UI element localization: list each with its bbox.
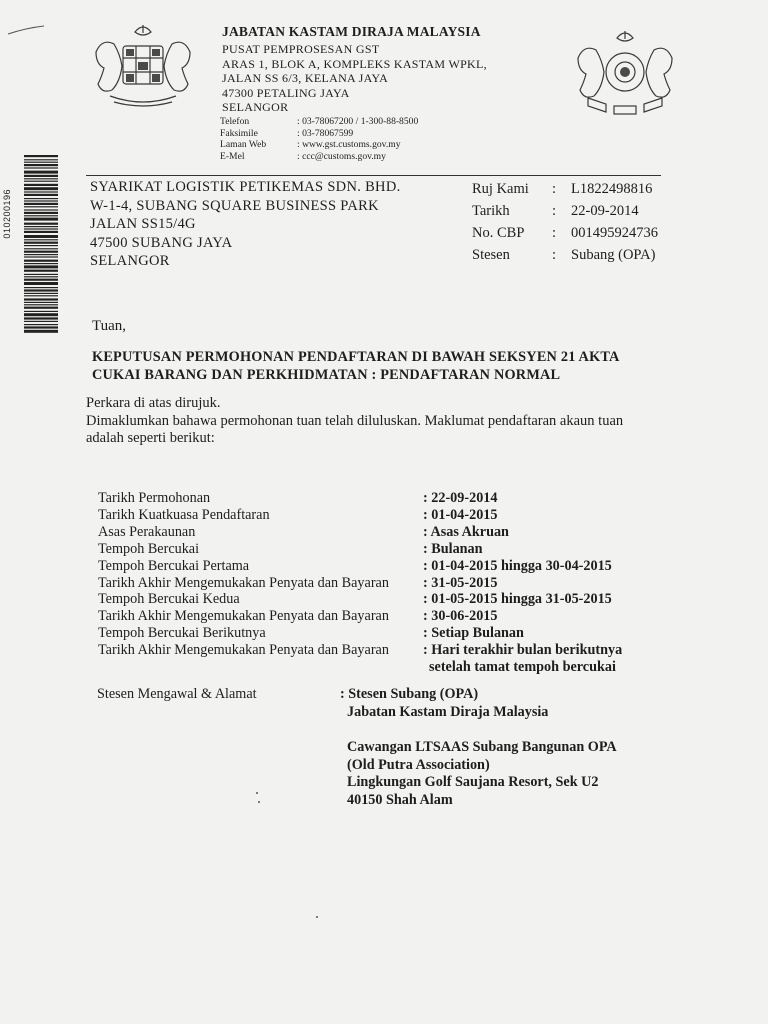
barcode-bar bbox=[24, 311, 58, 312]
detail-value: : Setiap Bulanan bbox=[423, 625, 524, 642]
salutation: Tuan, bbox=[92, 318, 127, 334]
station-address-line: (Old Putra Association) bbox=[347, 756, 490, 773]
barcode-bar bbox=[24, 295, 58, 296]
barcode-bar bbox=[24, 274, 58, 275]
divider-line bbox=[86, 175, 661, 176]
recipient-line: SYARIKAT LOGISTIK PETIKEMAS SDN. BHD. bbox=[90, 179, 401, 195]
recipient-address bbox=[90, 178, 401, 271]
reference-values bbox=[571, 178, 658, 266]
barcode-bar bbox=[24, 324, 58, 325]
detail-row bbox=[98, 591, 622, 608]
barcode-bar bbox=[24, 215, 58, 216]
barcode-bar bbox=[24, 282, 58, 285]
barcode-bar bbox=[24, 287, 58, 288]
address-line: SELANGOR bbox=[222, 100, 289, 115]
barcode-bar bbox=[24, 162, 58, 163]
barcode-bar bbox=[24, 209, 58, 210]
detail-row bbox=[98, 524, 622, 541]
subject-line: CUKAI BARANG DAN PERKHIDMATAN : PENDAFTARAN NORMAL bbox=[92, 367, 561, 383]
detail-value: : 01-04-2015 bbox=[423, 506, 498, 523]
detail-label: Asas Perakaunan bbox=[98, 523, 196, 540]
barcode-bar bbox=[24, 198, 58, 199]
detail-value: : Asas Akruan bbox=[423, 523, 509, 540]
body-line: Perkara di atas dirujuk. bbox=[86, 395, 221, 411]
detail-row bbox=[98, 558, 622, 575]
barcode-graphic bbox=[24, 155, 58, 335]
contact-label: Telefon bbox=[220, 116, 250, 127]
barcode-bar bbox=[24, 175, 58, 177]
body-line: Dimaklumkan bahawa permohonan tuan telah diluluskan. Maklumat pendaftaran akaun tuan bbox=[86, 412, 624, 429]
detail-label: Tarikh Kuatkuasa Pendaftaran bbox=[98, 506, 270, 523]
barcode-bar bbox=[24, 191, 58, 192]
barcode-bar bbox=[24, 330, 58, 333]
station-address-line: Cawangan LTSAAS Subang Bangunan OPA bbox=[347, 739, 617, 755]
barcode-bar bbox=[24, 321, 58, 322]
barcode-bar bbox=[24, 251, 58, 253]
station-label: Stesen Mengawal & Alamat bbox=[97, 686, 257, 702]
barcode-bar bbox=[24, 178, 58, 179]
detail-value: : 22-09-2014 bbox=[423, 490, 498, 506]
barcode-bar bbox=[24, 212, 58, 214]
contact-value: : 03-78067599 bbox=[297, 127, 354, 139]
contact-values bbox=[297, 116, 418, 162]
barcode-bar bbox=[24, 245, 58, 246]
scan-speck bbox=[256, 792, 258, 794]
barcode-bar bbox=[24, 265, 58, 268]
address-line: ARAS 1, BLOK A, KOMPLEKS KASTAM WPKL, bbox=[222, 56, 487, 71]
detail-row bbox=[98, 608, 622, 625]
detail-row bbox=[98, 507, 622, 524]
barcode-bar bbox=[24, 203, 58, 205]
barcode-bar bbox=[24, 326, 58, 328]
barcode-bar bbox=[24, 289, 58, 291]
detail-value-continuation: setelah tamat tempoh bercukai bbox=[429, 659, 616, 676]
station-line: Jabatan Kastam Diraja Malaysia bbox=[347, 703, 549, 720]
barcode-bar bbox=[24, 263, 58, 264]
barcode-bar bbox=[24, 184, 58, 186]
station-address-line: 40150 Shah Alam bbox=[347, 791, 453, 808]
scan-speck bbox=[258, 801, 260, 803]
detail-row bbox=[98, 625, 622, 642]
barcode-bar bbox=[24, 181, 58, 182]
reference-colons: : : : : bbox=[552, 181, 557, 263]
detail-label: Tempoh Bercukai Pertama bbox=[98, 557, 250, 574]
pen-mark bbox=[6, 24, 46, 38]
contact-label: Faksimile bbox=[220, 127, 258, 139]
detail-label: Tarikh Akhir Mengemukakan Penyata dan Bayaran bbox=[98, 574, 389, 591]
barcode-bar bbox=[24, 307, 58, 309]
barcode-bar bbox=[24, 235, 58, 238]
barcode-bar bbox=[24, 187, 58, 190]
detail-label: Tempoh Bercukai bbox=[98, 540, 200, 557]
reference-label: No. CBP bbox=[472, 225, 525, 241]
barcode-bar bbox=[24, 242, 58, 244]
barcode-bar bbox=[24, 200, 58, 201]
detail-row bbox=[98, 642, 622, 659]
barcode-bar bbox=[24, 302, 58, 303]
recipient-line: W-1-4, SUBANG SQUARE BUSINESS PARK bbox=[90, 197, 379, 214]
detail-value: : 31-05-2015 bbox=[423, 574, 498, 591]
reference-value: L1822498816 bbox=[571, 181, 653, 197]
barcode-bar bbox=[24, 270, 58, 272]
scan-speck bbox=[316, 916, 318, 918]
barcode-number: 010200196 bbox=[2, 189, 12, 239]
letter-subject bbox=[92, 348, 620, 384]
barcode-bar bbox=[24, 228, 58, 229]
agency-address bbox=[222, 42, 487, 115]
barcode-bar bbox=[24, 194, 58, 196]
barcode-bar bbox=[24, 155, 58, 157]
contact-labels bbox=[220, 116, 266, 162]
barcode-bar bbox=[24, 164, 58, 166]
letter-body bbox=[86, 395, 623, 448]
reference-labels bbox=[472, 178, 529, 266]
recipient-line: SELANGOR bbox=[90, 253, 170, 269]
barcode-bar bbox=[24, 226, 58, 227]
reference-value: 22-09-2014 bbox=[571, 203, 639, 219]
barcode-bar bbox=[24, 167, 58, 168]
barcode-bar bbox=[24, 218, 58, 221]
detail-value: : Hari terakhir bulan berikutnya bbox=[423, 642, 623, 659]
detail-row bbox=[98, 575, 622, 592]
detail-row bbox=[98, 490, 622, 507]
detail-value: : Bulanan bbox=[423, 540, 483, 557]
barcode-bar bbox=[24, 248, 58, 249]
barcode-bar bbox=[24, 231, 58, 233]
barcode-bar bbox=[24, 159, 58, 160]
barcode-bar bbox=[24, 206, 58, 207]
barcode-bar bbox=[24, 239, 58, 240]
subject-line: KEPUTUSAN PERMOHONAN PENDAFTARAN DI BAWAH SEKSYEN 21 AKTA bbox=[92, 349, 620, 365]
address-line: PUSAT PEMPROSESAN GST bbox=[222, 42, 380, 56]
detail-value: : 01-04-2015 hingga 30-04-2015 bbox=[423, 557, 612, 574]
barcode-bar bbox=[24, 171, 58, 174]
barcode-bar bbox=[24, 317, 58, 319]
body-line: adalah seperti berikut: bbox=[86, 430, 215, 446]
barcode-bar bbox=[24, 223, 58, 225]
reference-value: Subang (OPA) bbox=[571, 247, 656, 263]
coat-of-arms-emblem bbox=[88, 22, 198, 117]
barcode-bar bbox=[24, 293, 58, 294]
detail-label: Tempoh Bercukai Berikutnya bbox=[98, 625, 266, 642]
detail-row bbox=[98, 541, 622, 558]
barcode-bar bbox=[24, 304, 58, 305]
contact-value: : www.gst.customs.gov.my bbox=[297, 139, 401, 150]
station-line: : Stesen Subang (OPA) bbox=[340, 686, 479, 702]
detail-label: Tarikh Akhir Mengemukakan Penyata dan Bayaran bbox=[98, 642, 389, 659]
barcode-bar bbox=[24, 313, 58, 316]
barcode-bar bbox=[24, 254, 58, 255]
address-line: JALAN SS 6/3, KELANA JAYA bbox=[222, 71, 389, 86]
contact-label: E-Mel bbox=[220, 150, 245, 162]
reference-label: Tarikh bbox=[472, 203, 510, 219]
station-address-line: Lingkungan Golf Saujana Resort, Sek U2 bbox=[347, 774, 599, 790]
agency-name: JABATAN KASTAM DIRAJA MALAYSIA bbox=[222, 24, 481, 39]
station-address bbox=[340, 686, 617, 809]
detail-value: : 30-06-2015 bbox=[423, 608, 498, 625]
contact-value: : ccc@customs.gov.my bbox=[297, 150, 386, 162]
customs-crest-emblem bbox=[570, 28, 680, 123]
detail-value: : 01-05-2015 hingga 31-05-2015 bbox=[423, 591, 612, 608]
recipient-line: 47500 SUBANG JAYA bbox=[90, 234, 233, 251]
barcode-bar bbox=[24, 298, 58, 300]
detail-label: Tarikh Akhir Mengemukakan Penyata dan Bayaran bbox=[98, 608, 389, 625]
address-line: 47300 PETALING JAYA bbox=[222, 85, 350, 100]
reference-value: 001495924736 bbox=[571, 225, 658, 241]
contact-value: : 03-78067200 / 1-300-88-8500 bbox=[297, 116, 419, 127]
barcode-bar bbox=[24, 279, 58, 281]
detail-label: Tempoh Bercukai Kedua bbox=[98, 591, 240, 608]
contact-label: Laman Web bbox=[220, 139, 267, 150]
recipient-line: JALAN SS15/4G bbox=[90, 216, 196, 232]
barcode-bar bbox=[24, 260, 58, 262]
registration-details bbox=[98, 490, 622, 676]
barcode-bar bbox=[24, 276, 58, 277]
detail-label: Tarikh Permohonan bbox=[98, 490, 211, 506]
barcode-bar bbox=[24, 256, 58, 257]
reference-label: Stesen bbox=[472, 247, 510, 263]
reference-label: Ruj Kami bbox=[472, 181, 529, 197]
